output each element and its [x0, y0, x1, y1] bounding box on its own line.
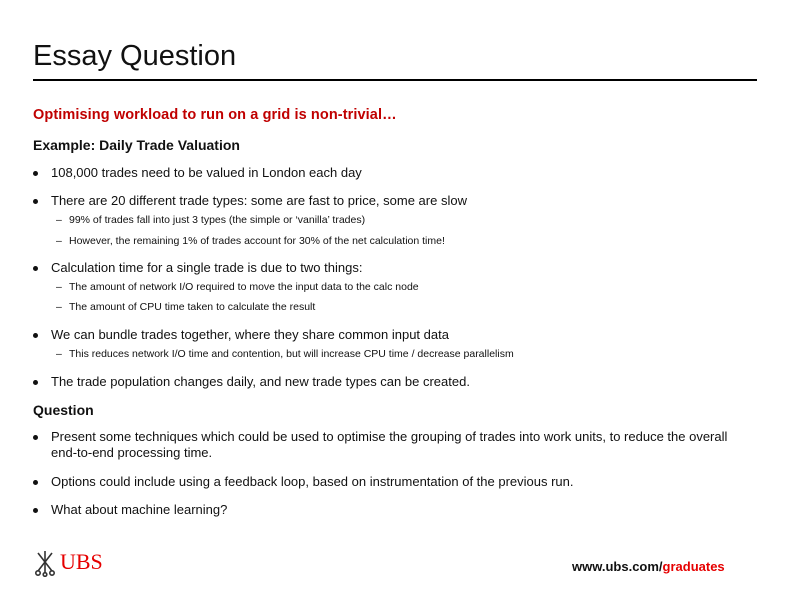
dash-icon: – [56, 348, 62, 360]
slide-subtitle: Optimising workload to run on a grid is non-trivial… [33, 107, 397, 123]
bullet-dot-icon [33, 435, 38, 440]
question-bullet-item [33, 502, 753, 518]
bullet-text: Present some techniques which could be used to optimise the grouping of trades into work units, to reduce the overall end-to-end processing time. [51, 429, 728, 460]
bullet-text: Options could include using a feedback loop, based on instrumentation of the previous run. [51, 474, 574, 489]
dash-icon: – [56, 214, 62, 226]
dash-icon: – [56, 301, 62, 313]
example-heading: Example: Daily Trade Valuation [33, 137, 240, 153]
slide-title: Essay Question [33, 40, 237, 72]
footer-url-accent: graduates [662, 559, 725, 574]
dash-icon: – [56, 281, 62, 293]
footer-url-prefix: www.ubs.com/ [572, 559, 663, 574]
sub-bullet-text: The amount of network I/O required to move the input data to the calc node [69, 281, 419, 293]
bullet-text: There are 20 different trade types: some are fast to price, some are slow [51, 193, 467, 208]
title-divider [33, 79, 757, 81]
bullet-text: Calculation time for a single trade is due to two things: [51, 260, 363, 275]
bullet-dot-icon [33, 333, 38, 338]
bullet-item [33, 193, 753, 209]
bullet-dot-icon [33, 508, 38, 513]
sub-bullet-item [56, 281, 419, 294]
sub-bullet-text: The amount of CPU time taken to calculate the result [69, 301, 316, 313]
sub-bullet-item [56, 214, 365, 227]
bullet-item [33, 260, 753, 276]
sub-bullet-item [56, 348, 514, 361]
bullet-text: What about machine learning? [51, 502, 228, 517]
dash-icon: – [56, 235, 62, 247]
bullet-text: We can bundle trades together, where they share common input data [51, 327, 449, 342]
bullet-item [33, 374, 753, 390]
bullet-dot-icon [33, 480, 38, 485]
sub-bullet-item [56, 235, 445, 248]
question-heading: Question [33, 402, 94, 418]
sub-bullet-text: However, the remaining 1% of trades account for 30% of the net calculation time! [69, 235, 445, 247]
bullet-text: The trade population changes daily, and new trade types can be created. [51, 374, 470, 389]
sub-bullet-text: 99% of trades fall into just 3 types (the simple or ‘vanilla’ trades) [69, 214, 366, 226]
bullet-dot-icon [33, 266, 38, 271]
bullet-item [33, 327, 753, 343]
sub-bullet-text: This reduces network I/O time and contention, but will increase CPU time / decrease parallelism [69, 348, 514, 360]
sub-bullet-item [56, 301, 315, 314]
bullet-text: 108,000 trades need to be valued in London each day [51, 165, 362, 180]
bullet-dot-icon [33, 171, 38, 176]
question-bullet-item [33, 474, 753, 490]
bullet-item [33, 165, 753, 181]
ubs-logo-text: UBS [60, 549, 103, 574]
bullet-dot-icon [33, 380, 38, 385]
footer-url[interactable] [572, 559, 725, 574]
question-bullet-item [33, 429, 738, 461]
bullet-dot-icon [33, 199, 38, 204]
